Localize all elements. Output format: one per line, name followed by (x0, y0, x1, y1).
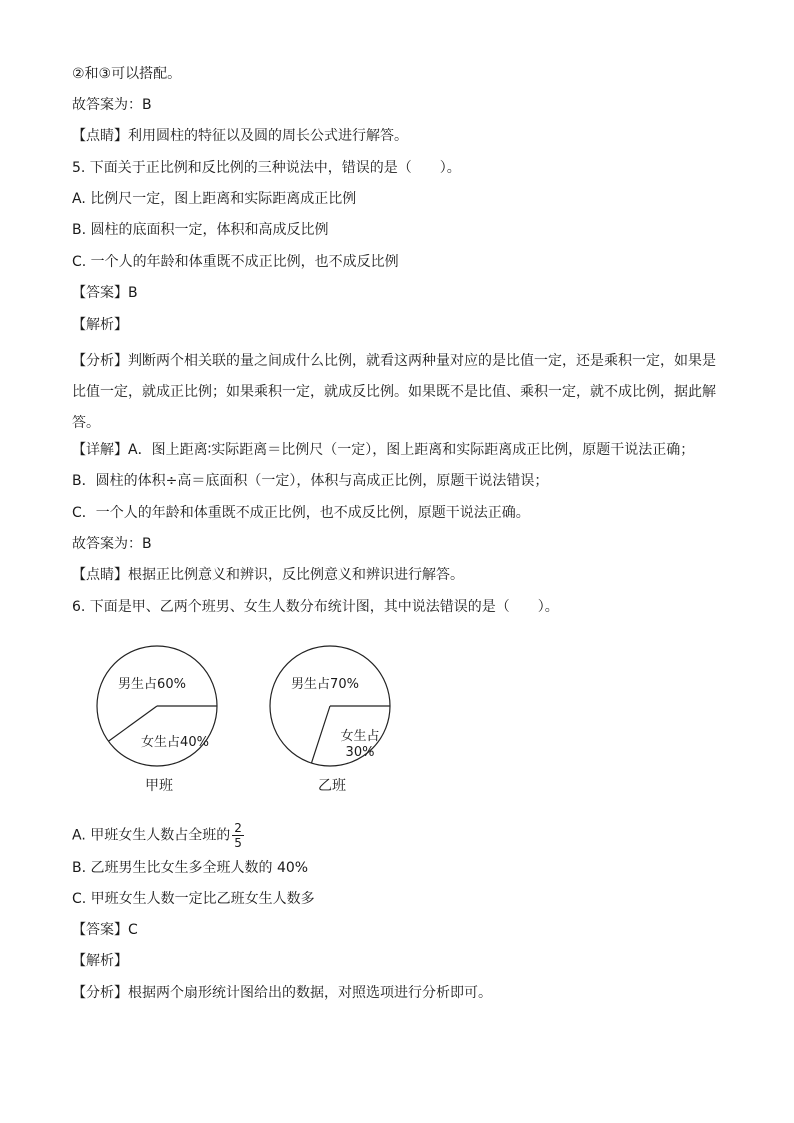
slice-label-girls-value: 30% (345, 745, 375, 760)
analysis-5: 【分析】判断两个相关联的量之间成什么比例，就看这两种量对应的是比值一定，还是乘积一定，如果是比值一定，就成正比例；如果乘积一定，就成反比例。如果既不是比值、乘积一定，就不成比例，据此解答。 (72, 353, 716, 431)
fraction (232, 822, 244, 849)
analysis-heading-5: 【解析】 (72, 317, 128, 333)
detail-5b: B．圆柱的体积÷高＝底面积（一定），体积与高成正比例，原题干说法错误； (72, 473, 549, 489)
chart-title: 乙班 (318, 778, 346, 794)
option-6a-text: A. 甲班女生人数占全班的 (72, 827, 231, 844)
option-5c: C. 一个人的年龄和体重既不成正比例，也不成反比例 (72, 254, 399, 270)
answer-summary-5: 故答案为：B (72, 536, 152, 552)
analysis-6: 【分析】根据两个扇形统计图给出的数据，对照选项进行分析即可。 (72, 985, 492, 1001)
question-5: 5. 下面关于正比例和反比例的三种说法中，错误的是（ ）。 (72, 160, 461, 176)
question-6: 6. 下面是甲、乙两个班男、女生人数分布统计图，其中说法错误的是（ ）。 (72, 599, 559, 615)
answer-5: 【答案】B (72, 285, 138, 301)
option-5a: A. 比例尺一定，图上距离和实际距离成正比例 (72, 191, 357, 207)
pie-charts (72, 640, 432, 810)
pie-chart-class-jia (84, 640, 234, 805)
option-6a (72, 822, 244, 849)
text-line-answer-prev: 故答案为：B (72, 97, 152, 113)
tip-5: 【点睛】根据正比例意义和辨识，反比例意义和辨识进行解答。 (72, 567, 464, 583)
fraction-denominator: 5 (234, 836, 242, 850)
fraction-numerator: 2 (234, 821, 242, 835)
pie-chart-jia-svg (84, 640, 234, 805)
chart-title: 甲班 (145, 778, 173, 794)
detail-5a: 【详解】A．图上距离∶实际距离＝比例尺（一定），图上距离和实际距离成正比例，原题干说法正确； (72, 442, 695, 458)
answer-6: 【答案】C (72, 922, 138, 938)
slice-label-boys: 男生占60% (118, 677, 186, 692)
option-5b: B. 圆柱的底面积一定，体积和高成反比例 (72, 222, 329, 238)
slice-label-girls: 女生占40% (141, 735, 209, 750)
text-line-tip-prev: 【点睛】利用圆柱的特征以及圆的周长公式进行解答。 (72, 128, 408, 144)
pie-chart-class-yi (257, 640, 407, 805)
option-6b: B. 乙班男生比女生多全班人数的 40% (72, 860, 309, 876)
option-6c: C. 甲班女生人数一定比乙班女生人数多 (72, 891, 315, 907)
pie-chart-yi-svg (257, 640, 407, 805)
slice-label-girls: 女生占 (340, 729, 380, 744)
detail-5c: C．一个人的年龄和体重既不成正比例，也不成反比例，原题干说法正确。 (72, 505, 530, 521)
slice-label-boys: 男生占70% (291, 677, 359, 692)
analysis-heading-6: 【解析】 (72, 953, 128, 969)
text-line-1: ②和③可以搭配。 (72, 66, 182, 82)
